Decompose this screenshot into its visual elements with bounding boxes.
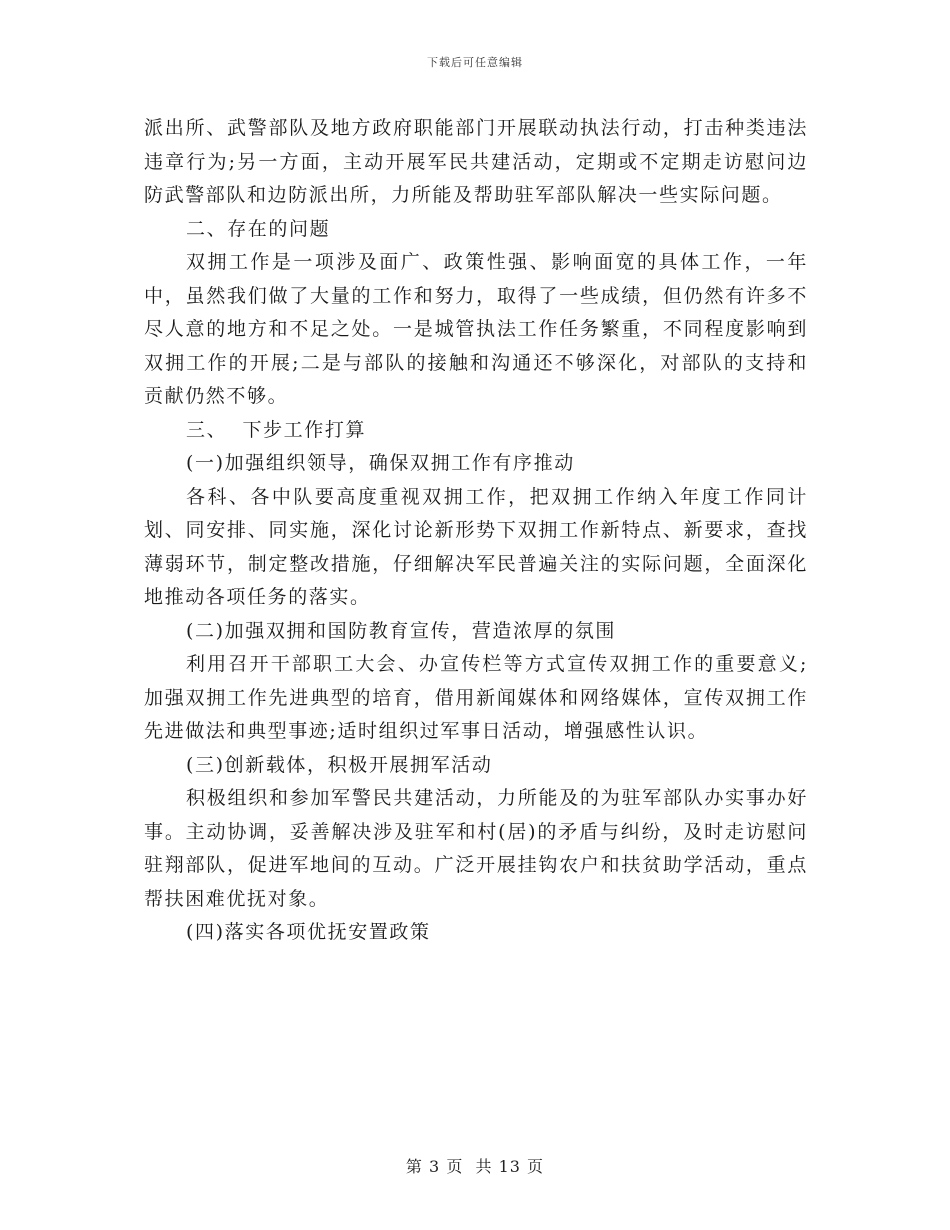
- page-header: [0, 54, 950, 70]
- paragraph: 派出所、武警部队及地方政府职能部门开展联动执法行动，打击种类违法违章行为;另一方面，主动开展军民共建活动，定期或不定期走访慰问边防武警部队和边防派出所，力所能及帮助驻军部队解决一些实际问题。: [144, 117, 808, 206]
- section-heading: 二、存在的问题: [186, 217, 331, 240]
- header-text: 下载后可任意编辑: [427, 56, 523, 69]
- paragraph: 各科、各中队要高度重视双拥工作，把双拥工作纳入年度工作同计划、同安排、同实施，深化讨论新形势下双拥工作新特点、新要求，查找薄弱环节，制定整改措施，仔细解决军民普遍关注的实际问题，全面深化地推动各项任务的落实。: [144, 485, 808, 608]
- subsection-heading: (三)创新载体，积极开展拥军活动: [186, 753, 493, 776]
- subsection-heading: (二)加强双拥和国防教育宣传，营造浓厚的氛围: [186, 619, 617, 642]
- paragraph: 积极组织和参加军警民共建活动，力所能及的为驻军部队办实事办好事。主动协调，妥善解决涉及驻军和村(居)的矛盾与纠纷，及时走访慰问驻翔部队，促进军地间的互动。广泛开展挂钩农户和扶贫助学活动，重点帮扶困难优抚对象。: [144, 787, 808, 910]
- total-page-count: 13: [498, 1157, 521, 1176]
- page-number-prefix: 第: [405, 1157, 423, 1176]
- page-number-middle: 页 共: [446, 1157, 493, 1176]
- paragraph: 双拥工作是一项涉及面广、政策性强、影响面宽的具体工作，一年中，虽然我们做了大量的工作和努力，取得了一些成绩，但仍然有许多不尽人意的地方和不足之处。一是城管执法工作任务繁重，不同程度影响到双拥工作的开展;二是与部队的接触和沟通还不够深化，对部队的支持和贡献仍然不够。: [144, 251, 808, 407]
- page-footer: [0, 1154, 950, 1177]
- current-page-number: 3: [429, 1157, 441, 1176]
- subsection-heading: (四)落实各项优抚安置政策: [186, 921, 431, 943]
- subsection-heading: (一)加强组织领导，确保双拥工作有序推动: [186, 452, 575, 474]
- page-number-suffix: 页: [527, 1157, 545, 1176]
- paragraph: 利用召开干部职工大会、办宣传栏等方式宣传双拥工作的重要意义;加强双拥工作先进典型的培育，借用新闻媒体和网络媒体，宣传双拥工作先进做法和典型事迹;适时组织过军事日活动，增强感性认识。: [144, 653, 808, 742]
- document-body: [144, 112, 808, 950]
- section-heading: 三、 下步工作打算: [186, 418, 367, 441]
